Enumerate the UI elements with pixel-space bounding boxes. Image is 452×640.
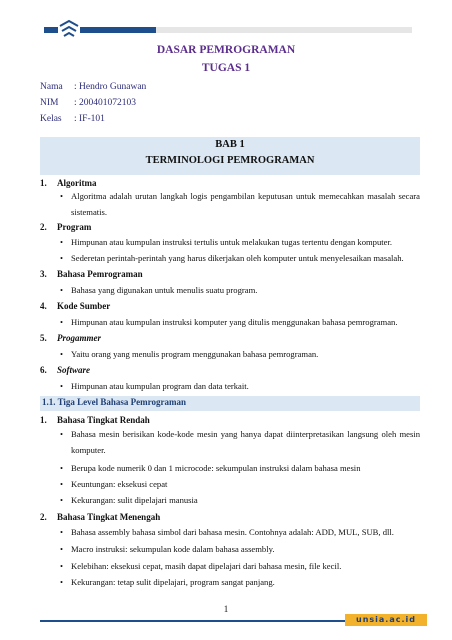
- info-value: : Hendro Gunawan: [74, 82, 147, 92]
- list-item: • Bahasa yang digunakan untuk menulis suatu program.: [60, 282, 420, 298]
- item-number: 3.: [40, 269, 47, 279]
- item-software: [40, 365, 90, 375]
- bullet-text: Macro instruksi: sekumpulan kode dalam bahasa assembly.: [71, 544, 275, 554]
- bullet-text: Himpunan atau kumpulan instruksi tertulis untuk melakukan tugas tertentu dengan komputer.: [71, 237, 393, 247]
- item-title: Program: [57, 222, 92, 232]
- list-item: • Bahasa mesin berisikan kode-kode mesin yang hanya dapat diinterpretasikan langsung oleh mesin komputer.: [60, 426, 420, 458]
- item-number: 1.: [40, 178, 47, 188]
- page-number: 1: [223, 604, 229, 614]
- info-nama: [40, 82, 146, 92]
- item-bahasa-tingkat-rendah: [40, 415, 150, 425]
- item-algoritma: [40, 178, 97, 188]
- list-item: • Kelebihan: eksekusi cepat, masih dapat dipelajari dari bahasa mesin, file kecil.: [60, 558, 420, 574]
- chapter-label: BAB 1: [215, 139, 245, 150]
- bullet-text: Bahasa assembly bahasa simbol dari bahasa mesin. Contohnya adalah: ADD, MUL, SUB, dll.: [71, 527, 394, 537]
- bullet-text: Sederetan perintah-perintah yang harus dikerjakan oleh komputer untuk menyelesaikan masalah.: [71, 253, 404, 263]
- footer-brand: unsia.ac.id: [356, 615, 416, 624]
- bullet-text: Berupa kode numerik 0 dan 1 microcode: sekumpulan instruksi dalam bahasa mesin: [71, 463, 361, 473]
- item-number: 2.: [40, 222, 47, 232]
- list-item: • Berupa kode numerik 0 dan 1 microcode: sekumpulan instruksi dalam bahasa mesin: [60, 460, 420, 476]
- university-logo-icon: [58, 18, 80, 42]
- item-bahasa-pemrograman: [40, 269, 143, 279]
- bullet-text: Himpunan atau kumpulan program dan data terkait.: [71, 381, 249, 391]
- section-heading: 1.1. Tiga Level Bahasa Pemrograman: [42, 397, 186, 407]
- list-item: • Yaitu orang yang menulis program menggunakan bahasa pemrograman.: [60, 346, 420, 362]
- item-bahasa-tingkat-menengah: [40, 512, 160, 522]
- list-item: • Algoritma adalah urutan langkah logis pengambilan keputusan untuk memecahkan masalah secara sistematis.: [60, 188, 420, 220]
- list-item: • Kekurangan: sulit dipelajari manusia: [60, 492, 420, 508]
- bullet-text: Keuntungan: eksekusi cepat: [71, 479, 168, 489]
- info-value: : 200401072103: [74, 98, 137, 108]
- list-item: • Bahasa assembly bahasa simbol dari bahasa mesin. Contohnya adalah: ADD, MUL, SUB, dll.: [60, 524, 420, 540]
- item-number: 6.: [40, 365, 47, 375]
- doc-title: DASAR PEMROGRAMAN: [156, 44, 296, 56]
- item-number: 1.: [40, 415, 47, 425]
- info-kelas: [40, 114, 105, 124]
- list-item: • Kekurangan: tetap sulit dipelajari, program sangat panjang.: [60, 574, 420, 590]
- list-item: • Himpunan atau kumpulan instruksi komputer yang ditulis menggunakan bahasa pemrograman.: [60, 314, 420, 330]
- info-key: Kelas: [40, 114, 62, 124]
- item-progammer: [40, 333, 101, 343]
- bullet-text: Kekurangan: tetap sulit dipelajari, program sangat panjang.: [71, 577, 275, 587]
- list-item: • Keuntungan: eksekusi cepat: [60, 476, 420, 492]
- bullet-text: Kelebihan: eksekusi cepat, masih dapat dipelajari dari bahasa mesin, file kecil.: [71, 561, 342, 571]
- bullet-text: Yaitu orang yang menulis program menggunakan bahasa pemrograman.: [71, 349, 319, 359]
- chapter-heading-box: [40, 137, 420, 175]
- bullet-text: Himpunan atau kumpulan instruksi komputer yang ditulis menggunakan bahasa pemrograman.: [71, 317, 398, 327]
- item-kode-sumber: [40, 301, 110, 311]
- item-title: Software: [57, 365, 91, 375]
- item-number: 5.: [40, 333, 47, 343]
- item-title: Algoritma: [57, 178, 97, 188]
- info-key: NIM: [40, 98, 59, 108]
- bullet-text: Bahasa mesin berisikan kode-kode mesin yang hanya dapat diinterpretasikan langsung oleh mesin komputer.: [71, 429, 420, 455]
- list-item: • Sederetan perintah-perintah yang harus dikerjakan oleh komputer untuk menyelesaikan masalah.: [60, 250, 420, 266]
- item-title: Bahasa Tingkat Rendah: [57, 415, 150, 425]
- doc-subtitle: TUGAS 1: [201, 62, 251, 74]
- bullet-text: Bahasa yang digunakan untuk menulis suatu program.: [71, 285, 258, 295]
- info-key: Nama: [40, 82, 63, 92]
- list-item: • Macro instruksi: sekumpulan kode dalam bahasa assembly.: [60, 541, 420, 557]
- bullet-text: Algoritma adalah urutan langkah logis pengambilan keputusan untuk memecahkan masalah secara sistematis.: [71, 191, 420, 217]
- item-program: [40, 222, 91, 232]
- list-item: • Himpunan atau kumpulan program dan data terkait.: [60, 378, 420, 394]
- item-number: 2.: [40, 512, 47, 522]
- item-title: Bahasa Tingkat Menengah: [57, 512, 161, 522]
- info-value: : IF-101: [74, 114, 105, 124]
- info-nim: [40, 98, 136, 108]
- item-title: Bahasa Pemrograman: [57, 269, 143, 279]
- item-title: Kode Sumber: [57, 301, 111, 311]
- list-item: • Himpunan atau kumpulan instruksi tertulis untuk melakukan tugas tertentu dengan komputer.: [60, 234, 420, 250]
- item-number: 4.: [40, 301, 47, 311]
- footer-line: [40, 620, 345, 622]
- chapter-title: TERMINOLOGI PEMROGRAMAN: [145, 155, 315, 166]
- bullet-text: Kekurangan: sulit dipelajari manusia: [71, 495, 198, 505]
- item-title: Progammer: [57, 333, 101, 343]
